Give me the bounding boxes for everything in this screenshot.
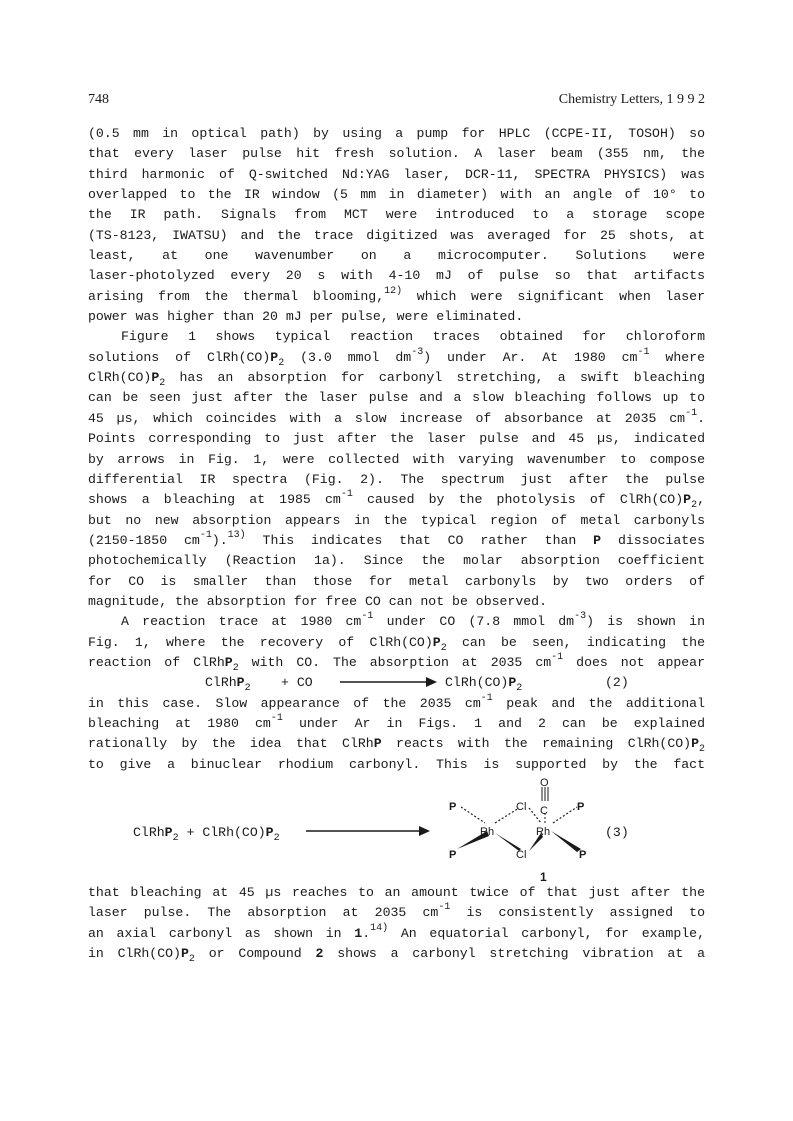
eq2-co: + CO	[281, 675, 313, 691]
text-line: A reaction trace at 1980 $cm^{-1}$ under CO (7.8 mmol $dm^{-3}$) is shown in	[121, 611, 705, 630]
atom-label: Cl	[516, 849, 527, 861]
running-header: Chemistry Letters, 1 9 9 2	[558, 92, 705, 107]
eq2-reactant: ClRhP$_2$	[205, 675, 251, 695]
text-line: arising from the thermal blooming,$^{12)}$ which were significant when laser	[88, 285, 705, 304]
text-line: $ClRh(CO)P_2$ has an absorption for carbonyl stretching, a swift bleaching	[88, 370, 705, 390]
text-line: shows a bleaching at 1985 $cm^{-1}$ caused by the photolysis of $ClRh(CO)P_2$,	[88, 489, 705, 512]
atom-label: P	[449, 849, 457, 861]
text-line: reaction of ClRhP$_2$ with CO. The absorption at 2035 $cm^{-1}$ does not appear	[88, 651, 706, 674]
atom-label: P	[449, 801, 457, 813]
text-line: Fig. 1, where the recovery of $ClRh(CO)P_2$ can be seen, indicating the	[88, 634, 705, 654]
atom-label: O	[540, 777, 549, 789]
text-line: magnitude, the absorption for free CO can not be observed.	[88, 593, 547, 609]
text-line: laser-photolyzed every 20 s with 4-10 mJ of pulse so that artifacts	[88, 268, 705, 284]
text-line: third harmonic of Q-switched Nd:YAG laser, DCR-11, SPECTRA PHYSICS) was	[88, 166, 705, 182]
text-line: (2150-1850 $cm^{-1}).^{13)}$ This indicates that CO rather than P dissociates	[88, 529, 705, 548]
reference-mark: 13)	[227, 529, 246, 541]
text-line: the IR path. Signals from MCT were introduced to a storage scope	[88, 207, 705, 223]
text-line: 45 µs, which coincides with a slow increase of absorbance at 2035 $cm^{-1}$.	[88, 407, 705, 426]
reference-mark: 12)	[384, 285, 403, 297]
text-line: photochemically (Reaction 1a). Since the molar absorption coefficient	[88, 553, 705, 569]
text-line: (0.5 mm in optical path) by using a pump for HPLC (CCPE-II, TOSOH) so	[88, 126, 705, 141]
text-line: in $ClRh(CO)P_2$ or Compound 2 shows a carbonyl stretching vibration at a	[88, 946, 705, 966]
equation-number: (3)	[605, 825, 629, 840]
atom-label: Rh	[480, 826, 495, 838]
reference-mark: 14)	[370, 922, 389, 934]
atom-label: P	[577, 801, 585, 813]
text-line: solutions of $ClRh(CO)P_2$ (3.0 mmol $dm^{-3}$) under Ar. At 1980 $cm^{-1}$ where	[88, 346, 705, 369]
equation-2	[88, 673, 705, 693]
text-line: rationally by the idea that ClRhP reacts with the remaining $ClRh(CO)P_2$	[88, 736, 705, 756]
equation-number: (2)	[605, 675, 629, 691]
atom-label: P	[579, 849, 587, 861]
atom-label: Cl	[516, 801, 527, 813]
text-line: can be seen just after the laser pulse and a slow bleaching follows up to	[88, 390, 705, 406]
text-line: power was higher than 20 mJ per pulse, were eliminated.	[88, 309, 524, 325]
text-line: least, at one wavenumber on a microcomputer. Solutions were	[88, 248, 705, 264]
text-line: overlapped to the IR window (5 mm in diameter) with an angle of 10° to	[88, 187, 705, 203]
eq2-product: $ClRh(CO)P_2$	[445, 675, 523, 695]
text-line: in this case. Slow appearance of the 2035 $cm^{-1}$ peak and the additional	[88, 692, 705, 711]
text-line: for CO is smaller than those for metal carbonyls by two orders of	[88, 573, 705, 589]
compound-label: 1	[540, 870, 547, 884]
body-text	[88, 124, 705, 964]
text-line: an axial carbonyl as shown in 1.$^{14)}$ An equatorial carbonyl, for example,	[88, 922, 705, 941]
atom-label: C	[540, 805, 548, 817]
text-line: that bleaching at 45 µs reaches to an amount twice of that just after the	[88, 885, 705, 900]
text-line: bleaching at 1980 $cm^{-1}$ under Ar in Figs. 1 and 2 can be explained	[88, 712, 706, 731]
atom-label: Rh	[536, 826, 551, 838]
text-line: Points corresponding to just after the laser pulse and 45 µs, indicated	[88, 431, 705, 447]
equation-3	[88, 775, 705, 883]
compound-1-structure	[443, 775, 613, 883]
eq3-reactants: ClRhP$_2$ + $ClRh(CO)P_2$	[133, 825, 280, 844]
text-line: by arrows in Fig. 1, were collected with varying wavenumber to compose	[88, 451, 705, 467]
reaction-arrow-icon	[306, 824, 431, 845]
text-line: to give a binuclear rhodium carbonyl. This is supported by the fact	[88, 756, 705, 772]
text-line: but no new absorption appears in the typical region of metal carbonyls	[88, 512, 705, 528]
reaction-arrow-icon	[340, 675, 438, 696]
text-line: that every laser pulse hit fresh solution. A laser beam (355 nm, the	[88, 146, 705, 162]
text-line: laser pulse. The absorption at 2035 $cm^{-1}$ is consistently assigned to	[88, 902, 705, 921]
text-line: (TS-8123, IWATSU) and the trace digitized was averaged for 25 shots, at	[88, 227, 705, 243]
text-line: differential IR spectra (Fig. 2). The spectrum just after the pulse	[88, 471, 705, 487]
page-number: 748	[88, 92, 109, 107]
text-line: Figure 1 shows typical reaction traces obtained for chloroform	[121, 329, 705, 345]
